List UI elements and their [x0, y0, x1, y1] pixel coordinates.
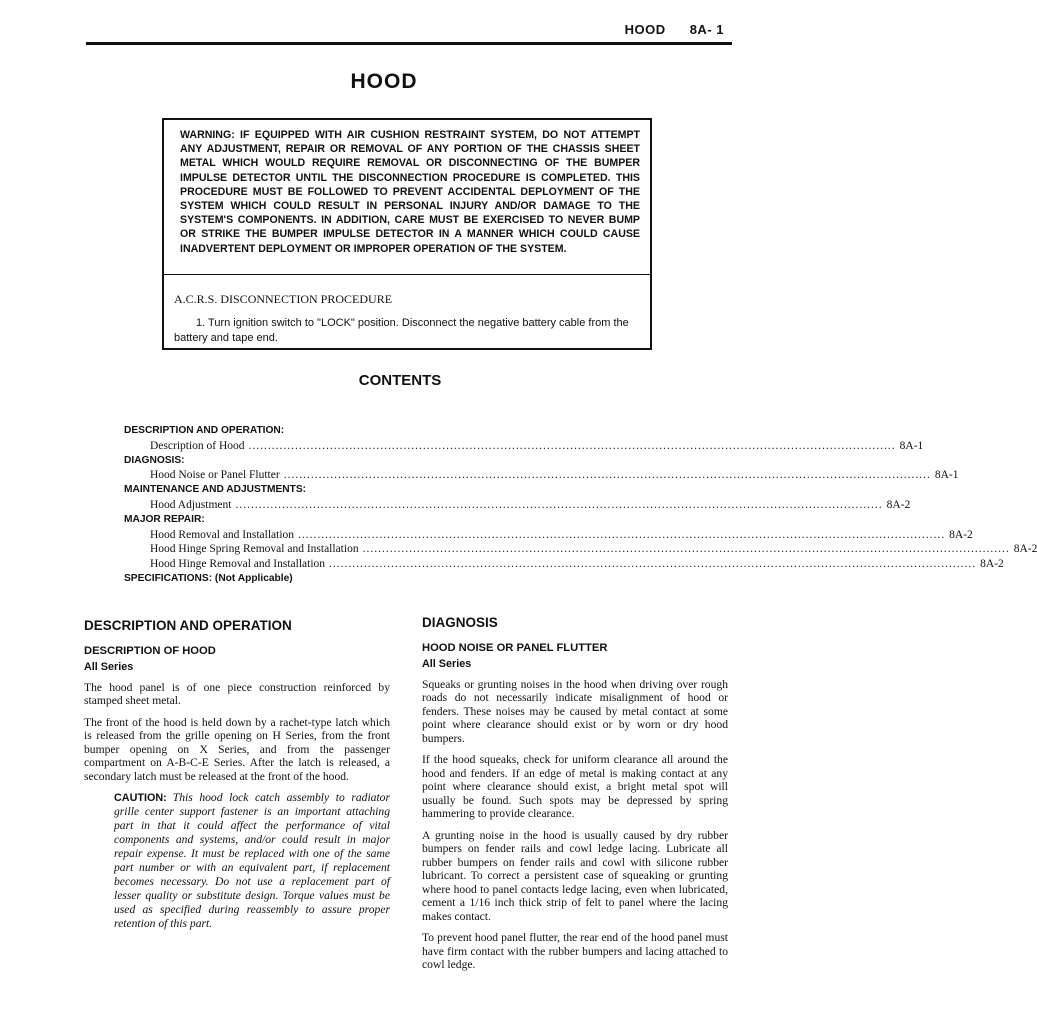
warning-divider — [164, 274, 650, 275]
toc-entry-title: Hood Removal and Installation — [150, 528, 295, 541]
toc-entry[interactable] — [124, 439, 924, 454]
paragraph: A grunting noise in the hood is usually caused by dry rubber bumpers on fender rails and cowl ledge lacing. Lubricate all rubber bumpers on fender rails and cowl with silicone rubber lubricant. To correct a persistent case of squeaking or grunting where hood to panel contacts ledge lacing, even when lubricated, cement a 1/16 inch thick strip of felt to panel where the lacing makes contact. — [422, 828, 728, 923]
header-section: HOOD — [624, 22, 666, 37]
toc-entry[interactable] — [124, 468, 959, 483]
toc-entry[interactable] — [124, 557, 1004, 572]
toc-leader: ....................................................................................................................................................................... — [329, 558, 977, 571]
toc-leader: ....................................................................................................................................................................... — [235, 498, 883, 511]
toc-entry-page: 8A-2 — [980, 558, 1004, 571]
toc-section-heading: MAINTENANCE AND ADJUSTMENTS: — [124, 484, 307, 496]
toc-leader: ....................................................................................................................................................................... — [283, 469, 931, 482]
series-label: All Series — [422, 658, 472, 670]
procedure-title: A.C.R.S. DISCONNECTION PROCEDURE — [174, 292, 393, 306]
toc-leader: ....................................................................................................................................................................... — [298, 528, 946, 541]
paragraph: The front of the hood is held down by a rachet-type latch which is released from the grille opening on H Series, from the front bumper opening on X Series, and from the passenger compartment on A-B-C-E Series. After the latch is released, a secondary latch must be released at the front of the hood. — [84, 715, 390, 783]
toc-entry-title: Hood Adjustment — [150, 498, 232, 511]
section-heading: DIAGNOSIS — [422, 615, 498, 630]
paragraph: If the hood squeaks, check for uniform clearance all around the hood and fenders. If an edge of metal is making contact at any point where clearance should exist, a bright metal spot will usually be found. Such spots may be depressed by spring hammering to provide clearance. — [422, 753, 728, 820]
toc-entry[interactable] — [124, 498, 911, 513]
header-page-number: 8A- 1 — [689, 22, 724, 37]
toc-entry-page: 8A-1 — [934, 469, 959, 482]
paragraph: To prevent hood panel flutter, the rear end of the hood panel must have firm contact with the rubber bumpers and lacing attached to cowl ledge. — [422, 931, 728, 971]
toc-leader: ....................................................................................................................................................................... — [362, 543, 1010, 556]
caution-note — [114, 791, 390, 931]
subsection-heading: HOOD NOISE OR PANEL FLUTTER — [422, 641, 608, 654]
subsection-heading: DESCRIPTION OF HOOD — [84, 644, 216, 657]
toc-entry[interactable] — [124, 528, 973, 543]
toc-entry-page: 8A-2 — [949, 528, 973, 541]
toc-entry-page: 8A-2 — [1013, 543, 1037, 556]
running-header — [605, 22, 724, 37]
procedure-step: 1. Turn ignition switch to "LOCK" position. Disconnect the negative battery cable from the battery and tape end. — [174, 317, 629, 344]
toc-entry-page: 8A-1 — [899, 439, 924, 452]
table-of-contents — [124, 424, 1037, 587]
paragraph: Squeaks or grunting noises in the hood when driving over rough roads do not necessarily indicate misalignment of hood or fenders. These noises may be caused by metal contact at some point where clearance should exist or by worn or dry hood bumpers. — [422, 677, 728, 745]
caution-text: This hood lock catch assembly to radiator grille center support fastener is an important attaching part in that it could affect the performance of vital components and systems, and/or could result in major repair expense. It must be replaced with one of the same part number or with an equivalent part, if replacement becomes necessary. Do not use a replacement part of lesser quality or substitute design. Torque values must be used as specified during reassembly to assure proper retention of this part. — [114, 791, 390, 930]
toc-section-heading: MAJOR REPAIR: — [124, 513, 205, 525]
toc-leader: ....................................................................................................................................................................... — [248, 439, 896, 452]
warning-box — [162, 118, 652, 350]
toc-entry-title: Hood Hinge Spring Removal and Installation — [150, 543, 359, 556]
series-label: All Series — [84, 661, 134, 673]
paragraph: The hood panel is of one piece construction reinforced by stamped sheet metal. — [84, 680, 390, 707]
toc-entry-title: Description of Hood — [150, 439, 245, 452]
toc-entry-title: Hood Noise or Panel Flutter — [150, 469, 280, 482]
toc-entry-title: Hood Hinge Removal and Installation — [150, 558, 326, 571]
toc-section-heading: DESCRIPTION AND OPERATION: — [124, 425, 285, 436]
toc-section-heading: SPECIFICATIONS: (Not Applicable) — [124, 572, 293, 584]
left-column — [84, 619, 390, 931]
contents-title: CONTENTS — [358, 372, 442, 389]
toc-entry-page: 8A-2 — [886, 498, 911, 511]
toc-entry[interactable] — [124, 542, 1037, 557]
right-column — [422, 616, 728, 980]
page-title: HOOD — [350, 70, 418, 93]
caution-label: CAUTION: — [114, 792, 167, 804]
header-rule — [86, 42, 732, 45]
warning-text: WARNING: IF EQUIPPED WITH AIR CUSHION RESTRAINT SYSTEM, DO NOT ATTEMPT ANY ADJUSTMENT, REPAIR OR REMOVAL OF ANY PORTION OF THE CHASSIS SHEET METAL WHICH WOULD REQUIRE REMOVAL OR DISCONNECTING OF THE BUMPER IMPULSE DETECTOR UNTIL THE DISCONNECTION PROCEDURE IS COMPLETED. THIS PROCEDURE MUST BE FOLLOWED TO PREVENT ACCIDENTAL DEPLOYMENT OF THE SYSTEM WHICH COULD RESULT IN PERSONAL INJURY AND/OR DAMAGE TO THE SYSTEM'S COMPONENTS. IN ADDITION, CARE MUST BE EXERCISED TO NEVER BUMP OR STRIKE THE BUMPER IMPULSE DETECTOR IN A MANNER WHICH COULD CAUSE INADVERTENT DEPLOYMENT OR IMPROPER OPERATION OF THE SYSTEM. — [180, 129, 640, 255]
section-heading: DESCRIPTION AND OPERATION — [84, 618, 292, 633]
toc-section-heading: DIAGNOSIS: — [124, 454, 185, 466]
